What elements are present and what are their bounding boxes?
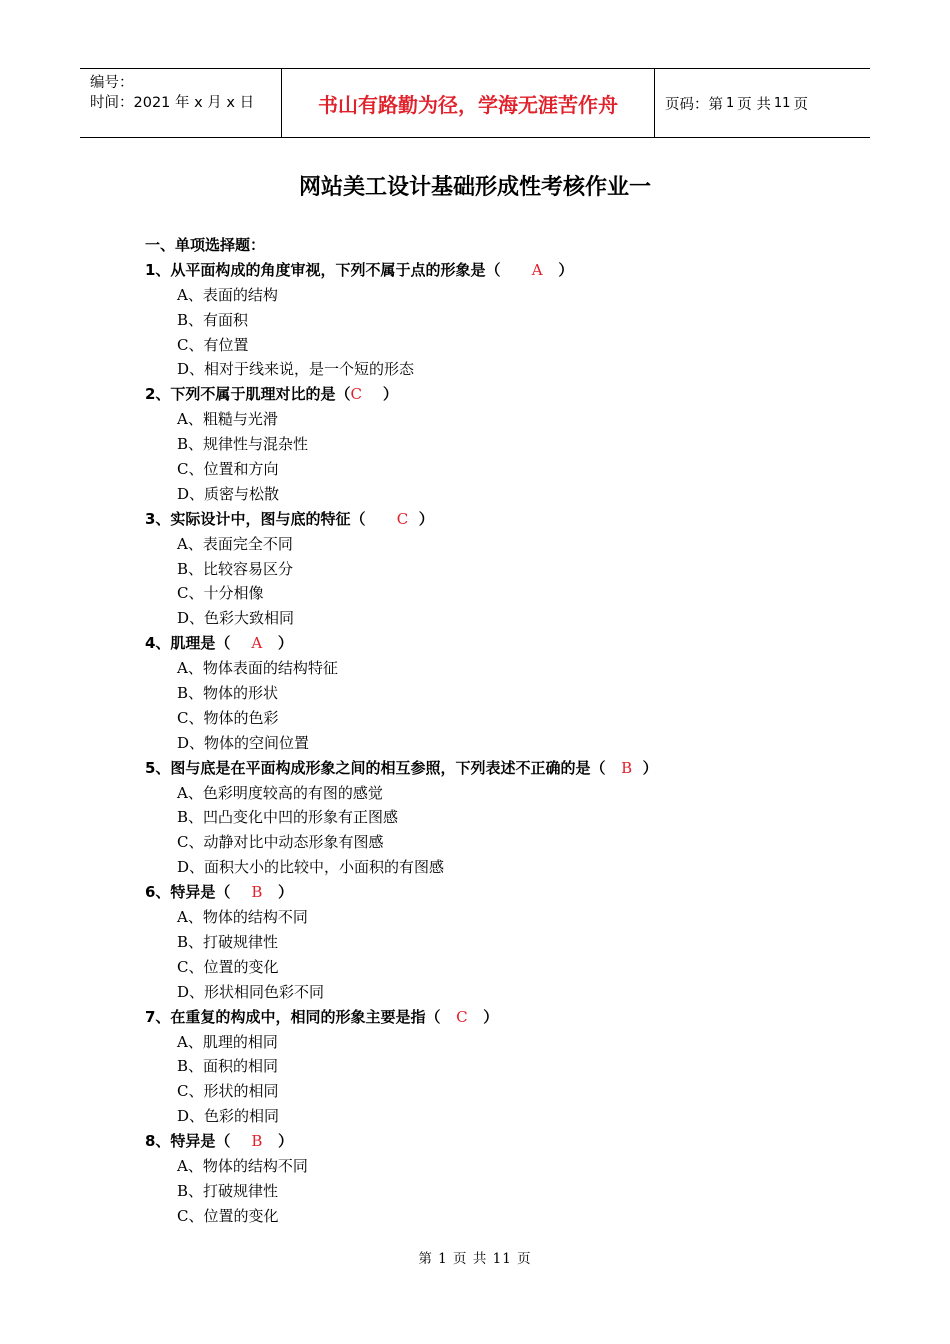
question-stem — [145, 1129, 865, 1154]
option-item: B、凹凸变化中凹的形象有正图感 — [177, 808, 399, 827]
close-paren: ） — [642, 758, 658, 777]
option-item: A、物体的结构不同 — [177, 1156, 308, 1175]
option-item: A、物体表面的结构特征 — [177, 659, 338, 678]
answer-gap — [262, 1132, 278, 1150]
option-item: A、粗糙与光滑 — [177, 410, 278, 429]
close-paren: ） — [418, 509, 434, 528]
answer-gap — [605, 759, 621, 777]
option-item: C、位置的变化 — [177, 957, 279, 976]
option-item: A、表面的结构 — [177, 285, 278, 304]
option-item: D、色彩大致相同 — [177, 609, 295, 628]
section-title: 一、单项选择题： — [145, 236, 266, 254]
close-paren: ） — [382, 385, 398, 404]
answer-gap — [230, 883, 251, 901]
option-item: A、肌理的相同 — [177, 1032, 278, 1051]
option-item: C、物体的色彩 — [177, 708, 279, 727]
option-item: D、物体的空间位置 — [177, 733, 310, 752]
question-text: 5、图与底是在平面构成形象之间的相互参照，下列表述不正确的是（ — [145, 758, 606, 777]
answer-gap — [230, 1132, 251, 1150]
header-page-info — [655, 69, 870, 137]
question-stem — [145, 1005, 865, 1030]
answer-letter: A — [251, 634, 263, 653]
footer-mid: 页 共 — [453, 1251, 488, 1267]
answer-gap — [230, 634, 251, 652]
answer-gap — [632, 759, 642, 777]
option-item: D、质密与松散 — [177, 484, 280, 503]
answer-gap — [262, 883, 278, 901]
option-item: B、规律性与混杂性 — [177, 435, 309, 454]
document-title: 网站美工设计基础形成性考核作业一 — [298, 175, 651, 200]
answer-gap — [500, 261, 531, 279]
answer-letter: C — [456, 1007, 468, 1026]
option-item: B、比较容易区分 — [177, 559, 294, 578]
option-item: B、打破规律性 — [177, 932, 279, 951]
header-meta — [80, 69, 282, 137]
question-stem — [145, 258, 865, 283]
question-text: 6、特异是（ — [145, 883, 231, 902]
header-table — [80, 68, 870, 138]
questions-container — [145, 258, 865, 1229]
answer-gap — [408, 510, 418, 528]
page-current: 1 — [726, 95, 735, 111]
option-item: A、色彩明度较高的有图的感觉 — [177, 783, 383, 802]
footer-total: 11 — [492, 1251, 512, 1267]
option-item: C、形状的相同 — [177, 1082, 279, 1101]
answer-gap — [440, 1008, 456, 1026]
date-label: 时间：2021 年 x 月 x 日 — [90, 95, 255, 111]
option-item: C、有位置 — [177, 335, 249, 354]
page-mid: 页 共 — [737, 96, 771, 113]
question-stem — [145, 382, 865, 407]
question-stem — [145, 631, 865, 656]
option-item: D、面积大小的比较中，小面积的有图感 — [177, 858, 445, 877]
answer-letter: B — [251, 1132, 263, 1151]
option-item: D、色彩的相同 — [177, 1107, 280, 1126]
question-text: 4、肌理是（ — [145, 634, 231, 653]
close-paren: ） — [278, 1132, 294, 1151]
page-total: 11 — [773, 95, 791, 111]
option-item: B、物体的形状 — [177, 684, 279, 703]
question-stem — [145, 756, 865, 781]
option-item: C、位置的变化 — [177, 1206, 279, 1225]
answer-gap — [365, 510, 396, 528]
number-label: 编号： — [90, 75, 134, 91]
answer-gap — [262, 634, 278, 652]
page-suffix: 页 — [793, 96, 808, 113]
question-stem — [145, 507, 865, 532]
option-item: D、形状相同色彩不同 — [177, 982, 325, 1001]
option-item: B、有面积 — [177, 310, 249, 329]
footer-current: 1 — [438, 1251, 448, 1267]
close-paren: ） — [483, 1007, 499, 1026]
question-text: 2、下列不属于肌理对比的是（ — [145, 385, 351, 404]
answer-letter: A — [531, 260, 543, 279]
option-item: A、表面完全不同 — [177, 534, 293, 553]
answer-letter: B — [621, 758, 633, 777]
answer-letter: C — [350, 385, 362, 404]
option-item: B、面积的相同 — [177, 1057, 279, 1076]
option-item: B、打破规律性 — [177, 1181, 279, 1200]
question-text: 3、实际设计中，图与底的特征（ — [145, 509, 366, 528]
answer-gap — [468, 1008, 484, 1026]
footer-prefix: 第 — [418, 1251, 433, 1267]
answer-letter: B — [251, 883, 263, 902]
question-text: 1、从平面构成的角度审视，下列不属于点的形象是（ — [145, 260, 501, 279]
page-footer — [0, 1247, 950, 1267]
answer-gap — [362, 385, 383, 403]
header-motto: 书山有路勤为径，学海无涯苦作舟 — [282, 69, 655, 137]
option-item: D、相对于线来说，是一个短的形态 — [177, 360, 415, 379]
answer-gap — [543, 261, 559, 279]
option-item: C、十分相像 — [177, 584, 264, 603]
question-text: 8、特异是（ — [145, 1132, 231, 1151]
close-paren: ） — [278, 883, 294, 902]
question-list — [145, 233, 865, 1229]
question-stem — [145, 880, 865, 905]
answer-letter: C — [396, 509, 409, 528]
option-item: C、位置和方向 — [177, 460, 279, 479]
close-paren: ） — [277, 634, 293, 653]
page-prefix: 页码：第 — [665, 96, 723, 113]
option-item: C、动静对比中动态形象有图感 — [177, 833, 384, 852]
close-paren: ） — [558, 260, 574, 279]
footer-suffix: 页 — [517, 1251, 532, 1267]
question-text: 7、在重复的构成中，相同的形象主要是指（ — [145, 1007, 441, 1026]
option-item: A、物体的结构不同 — [177, 908, 308, 927]
